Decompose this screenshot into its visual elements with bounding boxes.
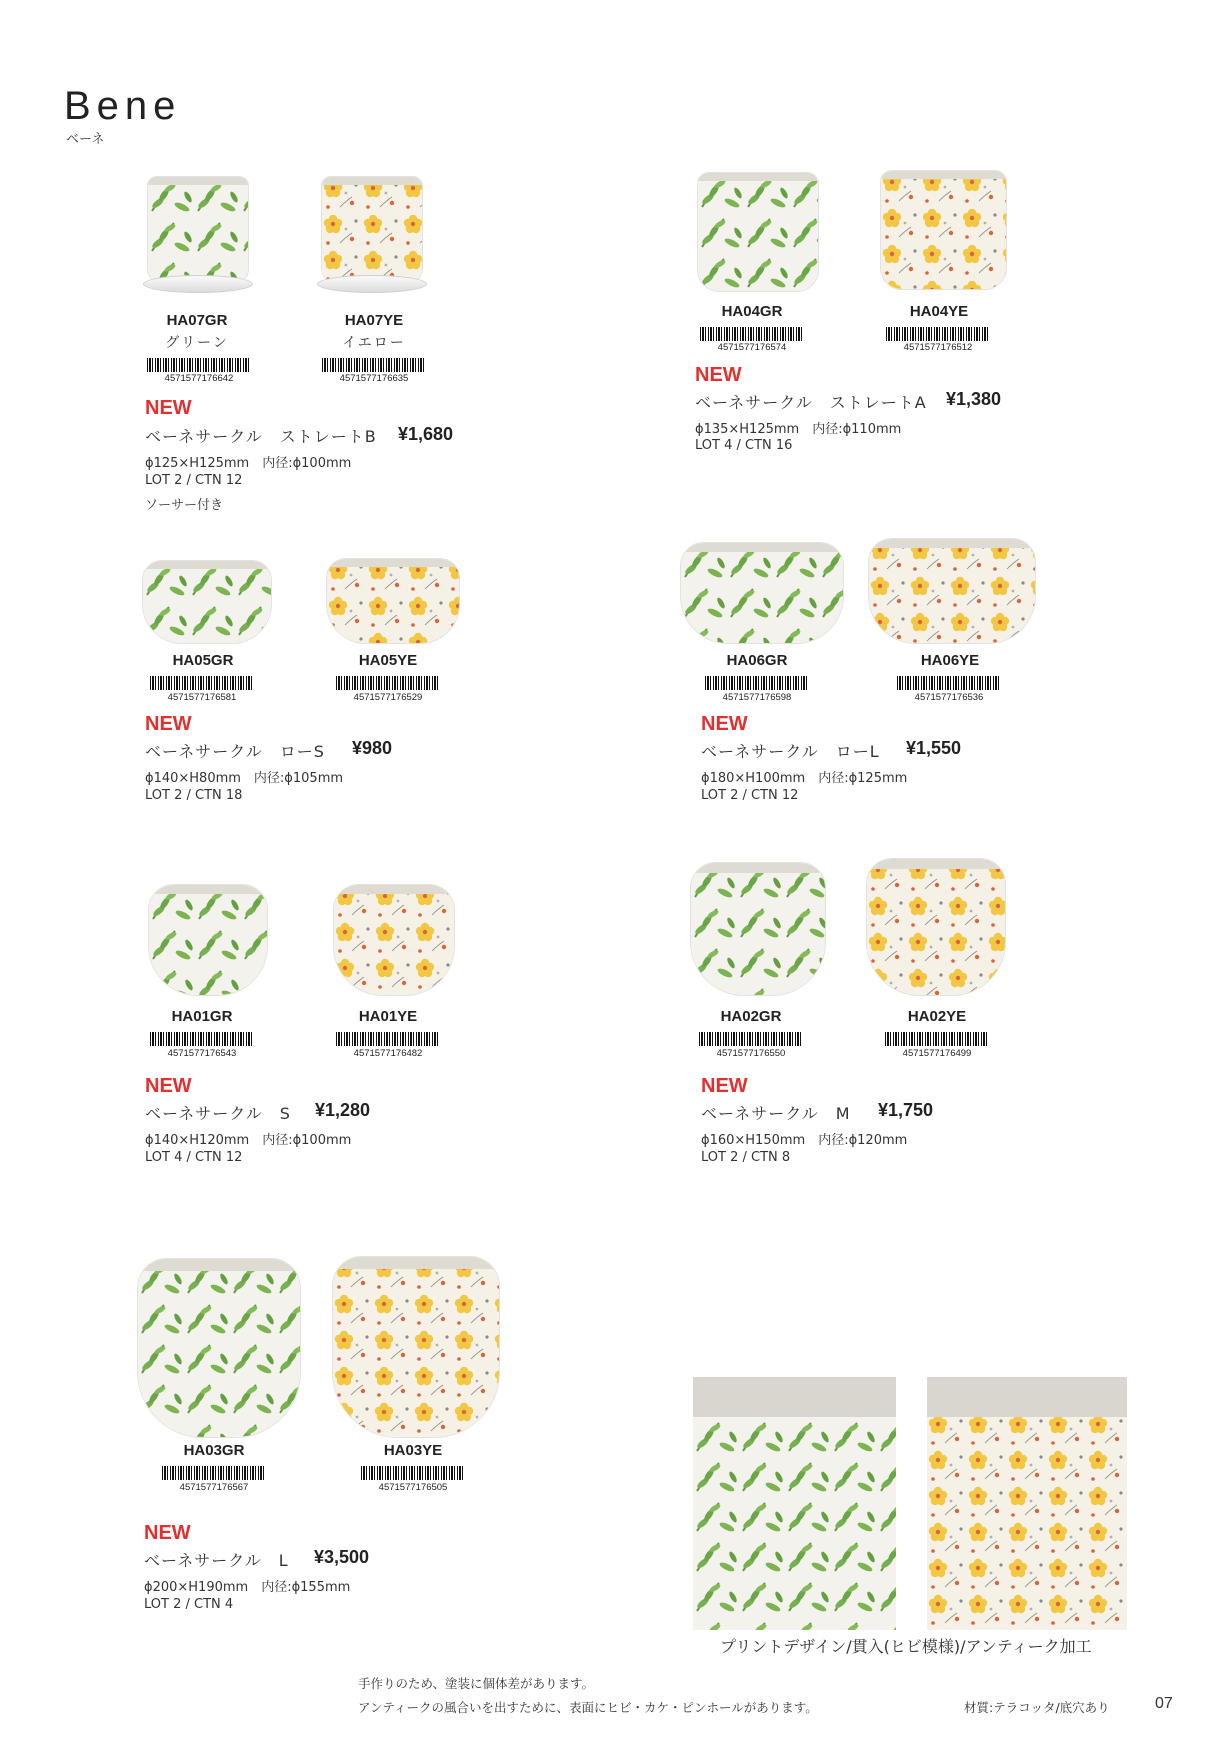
barcode <box>699 1032 803 1046</box>
pot-image-ha03gr <box>137 1258 301 1438</box>
barcode <box>162 1466 266 1480</box>
pot-image-ha05ye <box>326 558 460 644</box>
product-size: ϕ135×H125mm 内径:ϕ110mm <box>695 422 902 437</box>
product-code: HA04GR <box>721 303 783 320</box>
product-price: ¥1,280 <box>315 1100 371 1120</box>
product-price: ¥980 <box>352 738 393 758</box>
color-name: グリーン <box>165 335 229 351</box>
product-code: HA05GR <box>172 652 234 669</box>
product-size: ϕ140×H80mm 内径:ϕ105mm <box>145 771 344 786</box>
jan-code: 4571577176598 <box>722 692 792 703</box>
product-price: ¥1,380 <box>946 389 1002 409</box>
jan-code: 4571577176529 <box>353 692 423 703</box>
product-code: HA05YE <box>358 652 418 669</box>
product-code: HA01YE <box>358 1008 418 1025</box>
product-price: ¥1,550 <box>906 738 962 758</box>
product-code: HA06GR <box>726 652 788 669</box>
pot-image-ha03ye <box>332 1256 500 1438</box>
new-badge: NEW <box>145 1075 192 1097</box>
barcode <box>322 358 426 372</box>
jan-code: 4571577176550 <box>716 1048 786 1059</box>
product-name: ベーネサークル S <box>145 1104 291 1123</box>
new-badge: NEW <box>145 397 192 419</box>
closeup-image-yellow <box>927 1377 1127 1630</box>
pot-image-ha04gr <box>697 172 819 292</box>
product-price: ¥1,750 <box>878 1100 934 1120</box>
barcode <box>361 1466 465 1480</box>
product-name: ベーネサークル M <box>701 1104 851 1123</box>
new-badge: NEW <box>144 1522 191 1544</box>
product-code: HA02YE <box>907 1008 967 1025</box>
new-badge: NEW <box>701 1075 748 1097</box>
barcode <box>705 676 809 690</box>
pot-image-ha02ye <box>866 858 1006 996</box>
product-name: ベーネサークル ストレートA <box>695 393 927 412</box>
pot-image-ha04ye <box>880 170 1007 290</box>
product-name: ベーネサークル ローL <box>701 742 880 761</box>
product-code: HA04YE <box>909 303 969 320</box>
pot-image-ha05gr <box>142 560 272 644</box>
pot-image-ha06ye <box>868 538 1036 644</box>
material-info: 材質:テラコッタ/底穴あり <box>964 1700 1110 1715</box>
product-lot: LOT 2 / CTN 18 <box>145 788 243 803</box>
barcode <box>150 1032 254 1046</box>
footer-note-1: 手作りのため、塗装に個体差があります。 <box>358 1676 595 1691</box>
saucer-image-ha07ye <box>317 275 427 293</box>
product-code: HA01GR <box>171 1008 233 1025</box>
product-name: ベーネサークル ストレートB <box>145 427 377 446</box>
jan-code: 4571577176482 <box>353 1048 423 1059</box>
product-price: ¥3,500 <box>314 1547 370 1567</box>
footer-note-2: アンティークの風合いを出すために、表面にヒビ・カケ・ピンホールがあります。 <box>358 1700 818 1715</box>
product-lot: LOT 2 / CTN 12 <box>145 473 243 488</box>
pot-image-ha07ye <box>321 176 423 283</box>
brand-kana: ベーネ <box>66 132 105 147</box>
barcode <box>150 676 254 690</box>
jan-code: 4571577176581 <box>167 692 237 703</box>
product-code: HA06YE <box>920 652 980 669</box>
jan-code: 4571577176536 <box>914 692 984 703</box>
jan-code: 4571577176567 <box>179 1482 249 1493</box>
barcode <box>336 1032 440 1046</box>
product-code: HA03YE <box>383 1442 443 1459</box>
page-number: 07 <box>1155 1695 1173 1712</box>
barcode <box>886 327 990 341</box>
product-note: ソーサー付き <box>145 498 224 513</box>
barcode <box>897 676 1001 690</box>
new-badge: NEW <box>701 713 748 735</box>
brand-title: Bene <box>64 84 182 128</box>
new-badge: NEW <box>695 364 742 386</box>
product-size: ϕ180×H100mm 内径:ϕ125mm <box>701 771 908 786</box>
product-price: ¥1,680 <box>398 424 454 444</box>
pot-image-ha01gr <box>148 884 268 996</box>
product-size: ϕ140×H120mm 内径:ϕ100mm <box>145 1133 352 1148</box>
product-code: HA02GR <box>720 1008 782 1025</box>
jan-code: 4571577176635 <box>339 373 409 384</box>
product-size: ϕ125×H125mm 内径:ϕ100mm <box>145 456 352 471</box>
product-lot: LOT 2 / CTN 12 <box>701 788 799 803</box>
jan-code: 4571577176574 <box>717 342 787 353</box>
color-name: イエロー <box>342 335 406 351</box>
product-name: ベーネサークル ローS <box>145 742 325 761</box>
saucer-image-ha07gr <box>143 275 253 293</box>
pot-image-ha06gr <box>680 542 844 644</box>
product-lot: LOT 2 / CTN 4 <box>144 1597 234 1612</box>
barcode <box>147 358 251 372</box>
new-badge: NEW <box>145 713 192 735</box>
closeup-image-green <box>693 1377 896 1630</box>
pot-image-ha02gr <box>690 862 826 996</box>
product-size: ϕ160×H150mm 内径:ϕ120mm <box>701 1133 908 1148</box>
pot-image-ha01ye <box>333 884 455 996</box>
product-lot: LOT 2 / CTN 8 <box>701 1150 791 1165</box>
pot-image-ha07gr <box>147 176 249 283</box>
barcode <box>700 327 804 341</box>
jan-code: 4571577176505 <box>378 1482 448 1493</box>
product-code: HA07YE <box>344 312 404 329</box>
jan-code: 4571577176642 <box>164 373 234 384</box>
product-code: HA03GR <box>183 1442 245 1459</box>
jan-code: 4571577176543 <box>167 1048 237 1059</box>
barcode <box>336 676 440 690</box>
barcode <box>885 1032 989 1046</box>
product-size: ϕ200×H190mm 内径:ϕ155mm <box>144 1580 351 1595</box>
closeup-caption: プリントデザイン/貫入(ヒビ模様)/アンティーク加工 <box>720 1637 1092 1656</box>
product-name: ベーネサークル L <box>144 1551 289 1570</box>
product-code: HA07GR <box>166 312 228 329</box>
product-lot: LOT 4 / CTN 16 <box>695 438 793 453</box>
product-lot: LOT 4 / CTN 12 <box>145 1150 243 1165</box>
jan-code: 4571577176512 <box>903 342 973 353</box>
jan-code: 4571577176499 <box>902 1048 972 1059</box>
